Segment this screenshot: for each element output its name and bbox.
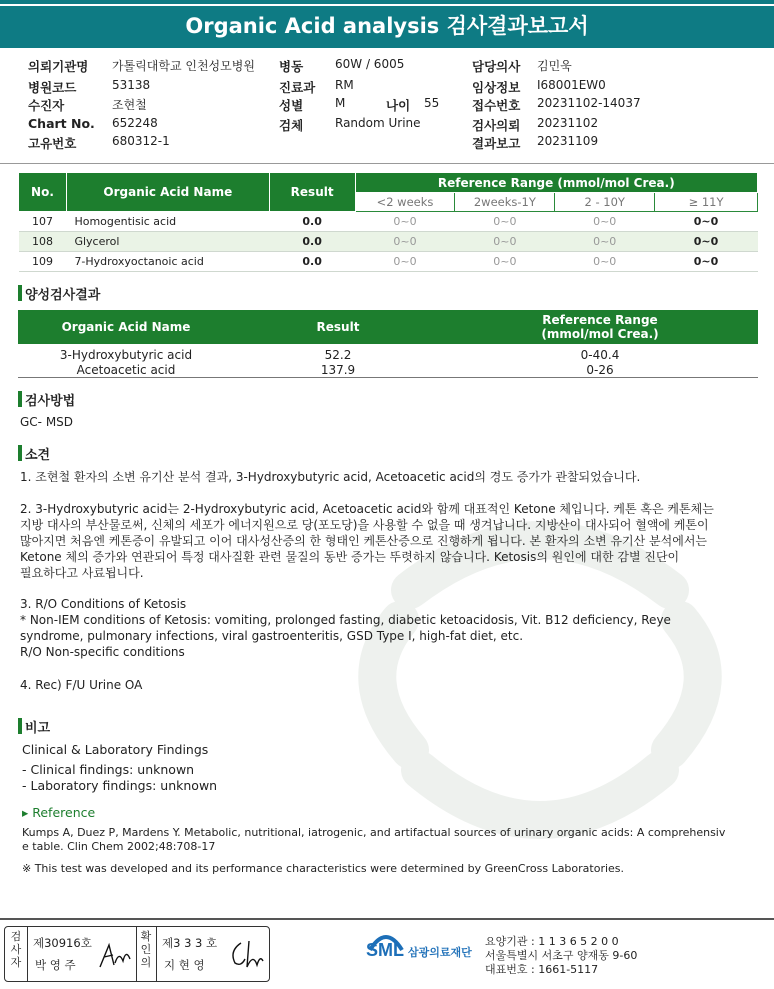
inspector-signature bbox=[97, 941, 133, 971]
remark-line-3: - Laboratory findings: unknown bbox=[22, 778, 218, 793]
footer-separator bbox=[0, 918, 774, 920]
opinion-line-8: * Non-IEM conditions of Ketosis: vomiting, prolonged fasting, diabetic ketoacidosis, Vit. B12 deficiency, Reye bbox=[20, 613, 671, 627]
table-row bbox=[19, 212, 758, 232]
title-bottom-line bbox=[0, 46, 774, 48]
value-sex: M bbox=[335, 96, 346, 110]
title-top-line bbox=[0, 0, 774, 4]
value-department: RM bbox=[335, 78, 354, 92]
confirmer-name: 지 현 영 bbox=[164, 958, 205, 972]
remark-heading-text: 비고 bbox=[25, 721, 51, 736]
header-result: Result bbox=[269, 173, 355, 212]
value-receipt-no: 20231102-14037 bbox=[537, 96, 641, 110]
pos-header-name: Organic Acid Name bbox=[18, 310, 234, 344]
pos-header-ref-line2: (mmol/mol Crea.) bbox=[541, 327, 659, 341]
row-r4: 0~0 bbox=[655, 252, 758, 272]
pos-row-ref: 0-26 bbox=[442, 362, 758, 378]
inspector-name: 박 영 주 bbox=[35, 958, 76, 972]
value-hospital: 가톨릭대학교 인천성모병원 bbox=[112, 59, 255, 73]
header-range-2-10y: 2 - 10Y bbox=[555, 193, 655, 212]
confirmer-signature bbox=[227, 937, 265, 971]
value-hospital-code: 53138 bbox=[112, 78, 151, 92]
row-name: 7-Hydroxyoctanoic acid bbox=[66, 252, 269, 272]
table-row bbox=[19, 232, 758, 252]
value-clinical-info: I68001EW0 bbox=[537, 78, 606, 92]
row-name: Glycerol bbox=[66, 232, 269, 252]
remark-line-2: - Clinical findings: unknown bbox=[22, 762, 195, 777]
value-report-date: 20231109 bbox=[537, 134, 599, 148]
label-specimen: 검체 bbox=[279, 118, 304, 133]
row-result: 0.0 bbox=[269, 252, 355, 272]
divider bbox=[136, 927, 137, 981]
method-heading bbox=[18, 390, 75, 409]
label-hospital: 의뢰기관명 bbox=[28, 59, 89, 74]
label-request-date: 검사의뢰 bbox=[472, 118, 521, 133]
info-separator bbox=[0, 163, 774, 164]
label-receipt-no: 접수번호 bbox=[472, 98, 521, 113]
row-r1: 0~0 bbox=[355, 212, 455, 232]
opinion-line-9: syndrome, pulmonary infections, viral gastroenteritis, GSD Type I, high-fat diet, etc. bbox=[20, 629, 524, 643]
row-name: Homogentisic acid bbox=[66, 212, 269, 232]
organic-acid-table bbox=[18, 172, 758, 272]
label-ward: 병동 bbox=[279, 59, 304, 74]
opinion-line-6: 필요하다고 사료됩니다. bbox=[20, 566, 144, 580]
row-result: 0.0 bbox=[269, 212, 355, 232]
label-sex: 성별 bbox=[279, 98, 304, 113]
divider bbox=[27, 927, 28, 981]
reference-line-1: Kumps A, Duez P, Mardens Y. Metabolic, nutritional, iatrogenic, and artifactual sources of urinary organic acids: A comprehensiv bbox=[22, 826, 726, 839]
row-r4: 0~0 bbox=[655, 212, 758, 232]
opinion-line-1: 1. 조현철 환자의 소변 유기산 분석 결과, 3-Hydroxybutyric acid, Acetoacetic acid의 경도 증가가 관찰되었습니다. bbox=[20, 470, 641, 484]
logo-text: SML bbox=[366, 940, 404, 960]
row-r3: 0~0 bbox=[555, 252, 655, 272]
label-chart-no: Chart No. bbox=[28, 116, 95, 131]
row-r3: 0~0 bbox=[555, 212, 655, 232]
row-r1: 0~0 bbox=[355, 252, 455, 272]
pos-row-result: 52.2 bbox=[324, 347, 352, 362]
confirmer-label: 확인의 bbox=[140, 930, 152, 969]
table-row bbox=[18, 344, 758, 362]
value-age: 55 bbox=[424, 96, 440, 110]
value-chart-no: 652248 bbox=[112, 116, 158, 130]
pos-header-ref-line1: Reference Range bbox=[542, 313, 658, 327]
row-no: 109 bbox=[19, 252, 67, 272]
opinion-line-11: 4. Rec) F/U Urine OA bbox=[20, 678, 143, 692]
header-no: No. bbox=[19, 173, 67, 212]
opinion-line-5: Ketone 체의 증가와 연관되어 특정 대사질환 관련 물질의 동반 증가는 뚜렷하지 않습니다. Ketosis의 원인에 대한 감별 진단이 bbox=[20, 550, 680, 564]
opinion-line-3: 지방 대사의 부산물로써, 신체의 세포가 에너지원으로 당(포도당)을 사용할 수 없을 때 생겨납니다. 지방산이 대사되어 혈액에 케톤이 bbox=[20, 518, 709, 532]
opinion-line-4: 많아지면 처음엔 케톤증이 유발되고 이어 대사성산증의 한 형태인 케톤산증으로 진행하게 됩니다. 본 환자의 소변 유기산 분석에서는 bbox=[20, 534, 708, 548]
opinion-heading-text: 소견 bbox=[25, 448, 51, 463]
logo-name: 삼광의료재단 bbox=[408, 946, 472, 959]
pos-row-result: 137.9 bbox=[234, 362, 442, 378]
reference-note: ※ This test was developed and its performance characteristics were determined by GreenCross Laboratories. bbox=[22, 862, 625, 875]
label-department: 진료과 bbox=[279, 80, 316, 95]
header-range-under-2w: <2 weeks bbox=[355, 193, 455, 212]
value-unique-no: 680312-1 bbox=[112, 134, 170, 148]
pos-header-reference bbox=[442, 310, 758, 344]
inspector-label: 검사자 bbox=[10, 930, 22, 969]
label-hospital-code: 병원코드 bbox=[28, 80, 77, 95]
value-doctor: 김민욱 bbox=[537, 59, 572, 73]
label-patient: 수진자 bbox=[28, 98, 65, 113]
remark-line-1: Clinical & Laboratory Findings bbox=[22, 742, 209, 757]
positive-results-heading bbox=[18, 284, 100, 303]
pos-row-ref: 0-40.4 bbox=[580, 347, 620, 362]
value-ward: 60W / 6005 bbox=[335, 57, 405, 71]
positive-results-table bbox=[18, 310, 758, 378]
address-line-3: 대표번호 : 1661-5117 bbox=[485, 963, 599, 976]
reference-label: ▸ Reference bbox=[22, 805, 96, 820]
divider bbox=[156, 927, 157, 981]
row-r2: 0~0 bbox=[455, 232, 555, 252]
label-clinical-info: 임상정보 bbox=[472, 80, 521, 95]
label-unique-no: 고유번호 bbox=[28, 136, 77, 151]
row-r2: 0~0 bbox=[455, 252, 555, 272]
header-name: Organic Acid Name bbox=[66, 173, 269, 212]
value-request-date: 20231102 bbox=[537, 116, 599, 130]
opinion-line-2: 2. 3-Hydroxybutyric acid는 2-Hydroxybutyric acid, Acetoacetic acid와 함께 대표적인 Ketone 체입니다. 케톤 혹은 케톤체는 bbox=[20, 502, 714, 516]
header-range-2w-1y: 2weeks-1Y bbox=[455, 193, 555, 212]
table-row bbox=[18, 362, 758, 378]
pos-header-result: Result bbox=[234, 310, 442, 344]
value-patient: 조현철 bbox=[112, 98, 147, 112]
address-line-2: 서울특별시 서초구 양재동 9-60 bbox=[485, 949, 638, 962]
value-specimen: Random Urine bbox=[335, 116, 421, 130]
label-report-date: 결과보고 bbox=[472, 136, 521, 151]
remark-heading bbox=[18, 717, 50, 736]
row-r3: 0~0 bbox=[555, 232, 655, 252]
reference-line-2: e table. Clin Chem 2002;48:708-17 bbox=[22, 840, 216, 853]
inspector-number: 제30916호 bbox=[33, 936, 92, 950]
label-doctor: 담당의사 bbox=[472, 59, 521, 74]
method-text: GC- MSD bbox=[20, 415, 74, 429]
row-no: 108 bbox=[19, 232, 67, 252]
opinion-line-7: 3. R/O Conditions of Ketosis bbox=[20, 597, 187, 611]
label-age: 나이 bbox=[386, 98, 411, 113]
table-row bbox=[19, 252, 758, 272]
confirmer-number: 제3 3 3 호 bbox=[162, 936, 218, 950]
address-line-1: 요양기관 : 1 1 3 6 5 2 0 0 bbox=[485, 935, 619, 948]
header-range-11y: ≥ 11Y bbox=[655, 193, 758, 212]
positive-results-heading-text: 양성검사결과 bbox=[25, 288, 101, 303]
pos-row-name: Acetoacetic acid bbox=[18, 362, 234, 378]
row-result: 0.0 bbox=[269, 232, 355, 252]
signature-box bbox=[4, 926, 270, 982]
row-no: 107 bbox=[19, 212, 67, 232]
report-title: Organic Acid analysis 검사결과보고서 bbox=[0, 6, 774, 46]
row-r4: 0~0 bbox=[655, 232, 758, 252]
row-r2: 0~0 bbox=[455, 212, 555, 232]
opinion-heading bbox=[18, 444, 50, 463]
method-heading-text: 검사방법 bbox=[25, 394, 76, 409]
header-reference: Reference Range (mmol/mol Crea.) bbox=[355, 173, 757, 193]
opinion-line-10: R/O Non-specific conditions bbox=[20, 645, 185, 659]
row-r1: 0~0 bbox=[355, 232, 455, 252]
pos-row-name: 3-Hydroxybutyric acid bbox=[59, 347, 193, 362]
